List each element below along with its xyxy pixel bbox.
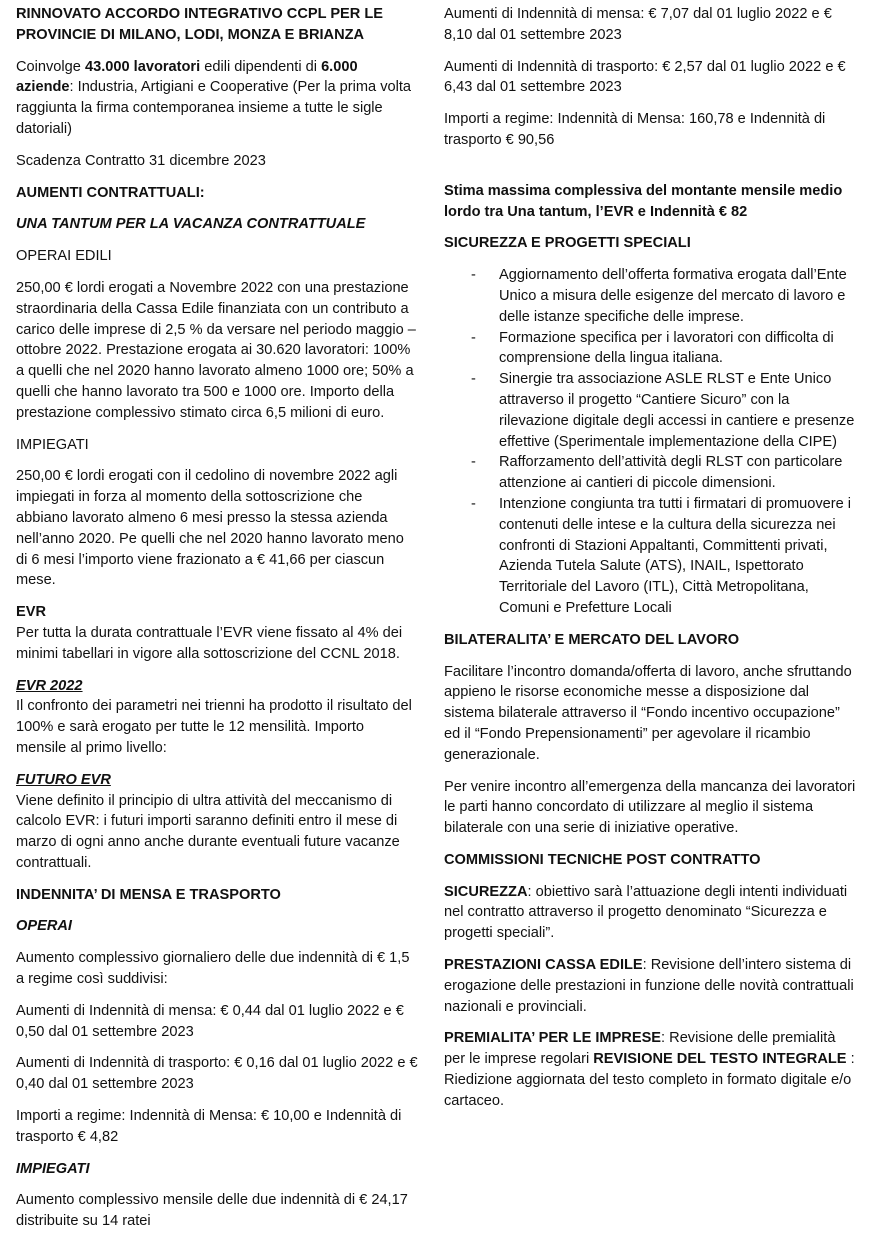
operai-trasporto-text: Aumenti di Indennità di trasporto: € 0,16 dal 01 luglio 2022 e € 0,40 dal 01 settembre 2023: [16, 1055, 418, 1093]
intro-paragraph: [16, 57, 418, 140]
bilateralita-heading: BILATERALITA’ E MERCATO DEL LAVORO: [444, 631, 740, 648]
commissione-sicurezza-label: SICUREZZA: [444, 883, 528, 900]
revisione-testo-label: REVISIONE DEL TESTO INTEGRALE: [593, 1051, 847, 1068]
evr-2022-heading: EVR 2022: [16, 677, 83, 694]
companies-count: 6.000 aziende: [16, 58, 358, 96]
impiegati-mensa-text: Aumenti di Indennità di mensa: € 7,07 dal 01 luglio 2022 e € 8,10 dal 01 settembre 2023: [444, 6, 832, 43]
indennita-heading: INDENNITA’ DI MENSA E TRASPORTO: [16, 886, 281, 903]
evr-heading: EVR: [16, 604, 47, 621]
stima-summary: Stima massima complessiva del montante mensile medio lordo tra Una tantum, l’EVR e Indennità € 82: [444, 182, 843, 220]
operai-edili-label: OPERAI EDILI: [16, 248, 112, 265]
operai-regime-text: Importi a regime: Indennità di Mensa: € 10,00 e Indennità di trasporto € 4,82: [16, 1108, 402, 1145]
evr-text: Per tutta la durata contrattuale l’EVR viene fissato al 4% dei minimi tabellari in vigore alla sottoscrizione del CCNL 2018.: [16, 624, 403, 662]
commissione-sicurezza-text: : obiettivo sarà l’attuazione degli intenti individuati nel contratto attraverso il progetto denominato “Sicurezza e progetti speciali”.: [444, 883, 848, 942]
commissione-cassa-text: : Revisione dell’intero sistema di erogazione delle prestazioni in funzione delle novità contrattuali nazionali e provinciali.: [444, 957, 854, 1015]
left-column: [16, 4, 418, 1243]
list-item: - Aggiornamento dell’offerta formativa erogata dall’Ente Unico a misura delle esigenze del mercato di lavoro e delle istanze specifiche delle imprese.: [444, 265, 856, 327]
operai-subheading: OPERAI: [16, 918, 72, 935]
impiegati-trasporto-text: Aumenti di Indennità di trasporto: € 2,57 dal 01 luglio 2022 e € 6,43 dal 01 settembre 2023: [444, 58, 846, 96]
contract-deadline: Scadenza Contratto 31 dicembre 2023: [16, 152, 266, 169]
operai-edili-text: 250,00 € lordi erogati a Novembre 2022 con una prestazione straordinaria della Cassa Edile finanziata con un contributo a carico delle imprese di 2,5 % da versare nel periodo maggio – ottobre 2022. Prestazione erogata ai 30.620 lavoratori: 100% a quelli che nel 2020 hanno lavorato almeno 1000 ore; 50% a quelli che hanno lavorato tra 500 e 1000 ore. Importo della prestazione complessivo stimato circa 6,5 milioni di euro.: [16, 279, 416, 421]
aumenti-heading: AUMENTI CONTRATTUALI:: [16, 184, 205, 201]
una-tantum-heading: UNA TANTUM PER LA VACANZA CONTRATTUALE: [16, 216, 366, 233]
intro-text-1: Coinvolge: [16, 58, 85, 75]
workers-count: 43.000 lavoratori: [84, 58, 201, 75]
commissione-cassa-label: PRESTAZIONI CASSA EDILE: [444, 957, 643, 974]
impiegati-text: 250,00 € lordi erogati con il cedolino di novembre 2022 agli impiegati in forza al momento della sottoscrizione che abbiano lavorato almeno 6 mesi presso la stessa azienda nell’anno 2020. Pe quelli che nel 2020 hanno lavorato meno di 6 mesi l’importo viene frazionato a € 41,66 per ciascun mese.: [16, 468, 404, 589]
impiegati-aumento-text: Aumento complessivo mensile delle due indennità di € 24,17 distribuite su 14 ratei: [16, 1192, 408, 1230]
intro-text-2: edili dipendenti di: [200, 58, 322, 75]
bilateralita-text-1: Facilitare l’incontro domanda/offerta di lavoro, anche sfruttando appieno le risorse economiche messe a disposizione dal sistema bilaterale attraverso il “Fondo incentivo occupazione” ed il “Fondo Prepensionamenti” per agevolare il ricambio generazionale.: [444, 663, 852, 763]
futuro-evr-heading: FUTURO EVR: [16, 771, 111, 788]
right-column: [444, 4, 856, 1123]
impiegati-subheading: IMPIEGATI: [16, 1160, 90, 1177]
evr-2022-text: Il confronto dei parametri nei trienni ha prodotto il risultato del 100% e sarà erogato per tutte le 12 mensilità. Importo mensile al primo livello:: [16, 698, 412, 756]
revisione-testo-text: : Riedizione aggiornata del testo completo in formato digitale e/o cartaceo.: [444, 1051, 855, 1109]
impiegati-regime-text: Importi a regime: Indennità di Mensa: 160,78 e Indennità di trasporto € 90,56: [444, 111, 826, 148]
bilateralita-text-2: Per venire incontro all’emergenza della mancanza dei lavoratori le parti hanno concordato di utilizzare al meglio il sistema bilaterale con una serie di iniziative operative.: [444, 778, 856, 837]
list-item: - Sinergie tra associazione ASLE RLST e Ente Unico attraverso il progetto “Cantiere Sicuro” con la rilevazione digitale degli accessi in cantiere e presenze effettive (Sperimentale implementazione della CIPE): [444, 369, 856, 452]
list-item: - Rafforzamento dell’attività degli RLST con particolare attenzione ai cantieri di piccole dimensioni.: [444, 452, 856, 494]
commissione-premialita-text: : Revisione delle premialità per le imprese regolari: [444, 1030, 836, 1068]
operai-aumento-text: Aumento complessivo giornaliero delle due indennità di € 1,5 a regime così suddivisi:: [16, 950, 410, 988]
commissione-premialita: [444, 1028, 856, 1111]
commissione-premialita-label: PREMIALITA’ PER LE IMPRESE: [444, 1030, 662, 1047]
sicurezza-heading: SICUREZZA E PROGETTI SPECIALI: [444, 235, 691, 252]
list-item: - Intenzione congiunta tra tutti i firmatari di promuovere i contenuti delle intese e la cultura della sicurezza nei confronti di Stazioni Appaltanti, Committenti privati, Azienda Tutela Salute (ATS), INAIL, Ispettorato Territoriale del Lavoro (ITL), Città Metropolitana, Comuni e Prefetture Locali: [444, 494, 856, 619]
sicurezza-list: [444, 265, 856, 619]
document-title: RINNOVATO ACCORDO INTEGRATIVO CCPL PER LE PROVINCIE DI MILANO, LODI, MONZA E BRIANZA: [16, 6, 384, 43]
list-item: - Formazione specifica per i lavoratori con difficolta di comprensione della lingua italiana.: [444, 328, 856, 370]
commissioni-heading: COMMISSIONI TECNICHE POST CONTRATTO: [444, 851, 761, 868]
impiegati-label: IMPIEGATI: [16, 436, 89, 453]
intro-text-3: : Industria, Artigiani e Cooperative (Per la prima volta raggiunta la firma contemporanea insieme a tutte le sigle datoriali): [16, 79, 412, 137]
commissione-cassa-edile: [444, 955, 856, 1017]
commissione-sicurezza: [444, 882, 856, 944]
operai-mensa-text: Aumenti di Indennità di mensa: € 0,44 dal 01 luglio 2022 e € 0,50 dal 01 settembre 2023: [16, 1002, 404, 1040]
futuro-evr-text: Viene definito il principio di ultra attività del meccanismo di calcolo EVR: i futuri importi saranno definiti entro il mese di marzo di ogni anno anche durante eventuali future vacanze contrattuali.: [16, 792, 400, 871]
